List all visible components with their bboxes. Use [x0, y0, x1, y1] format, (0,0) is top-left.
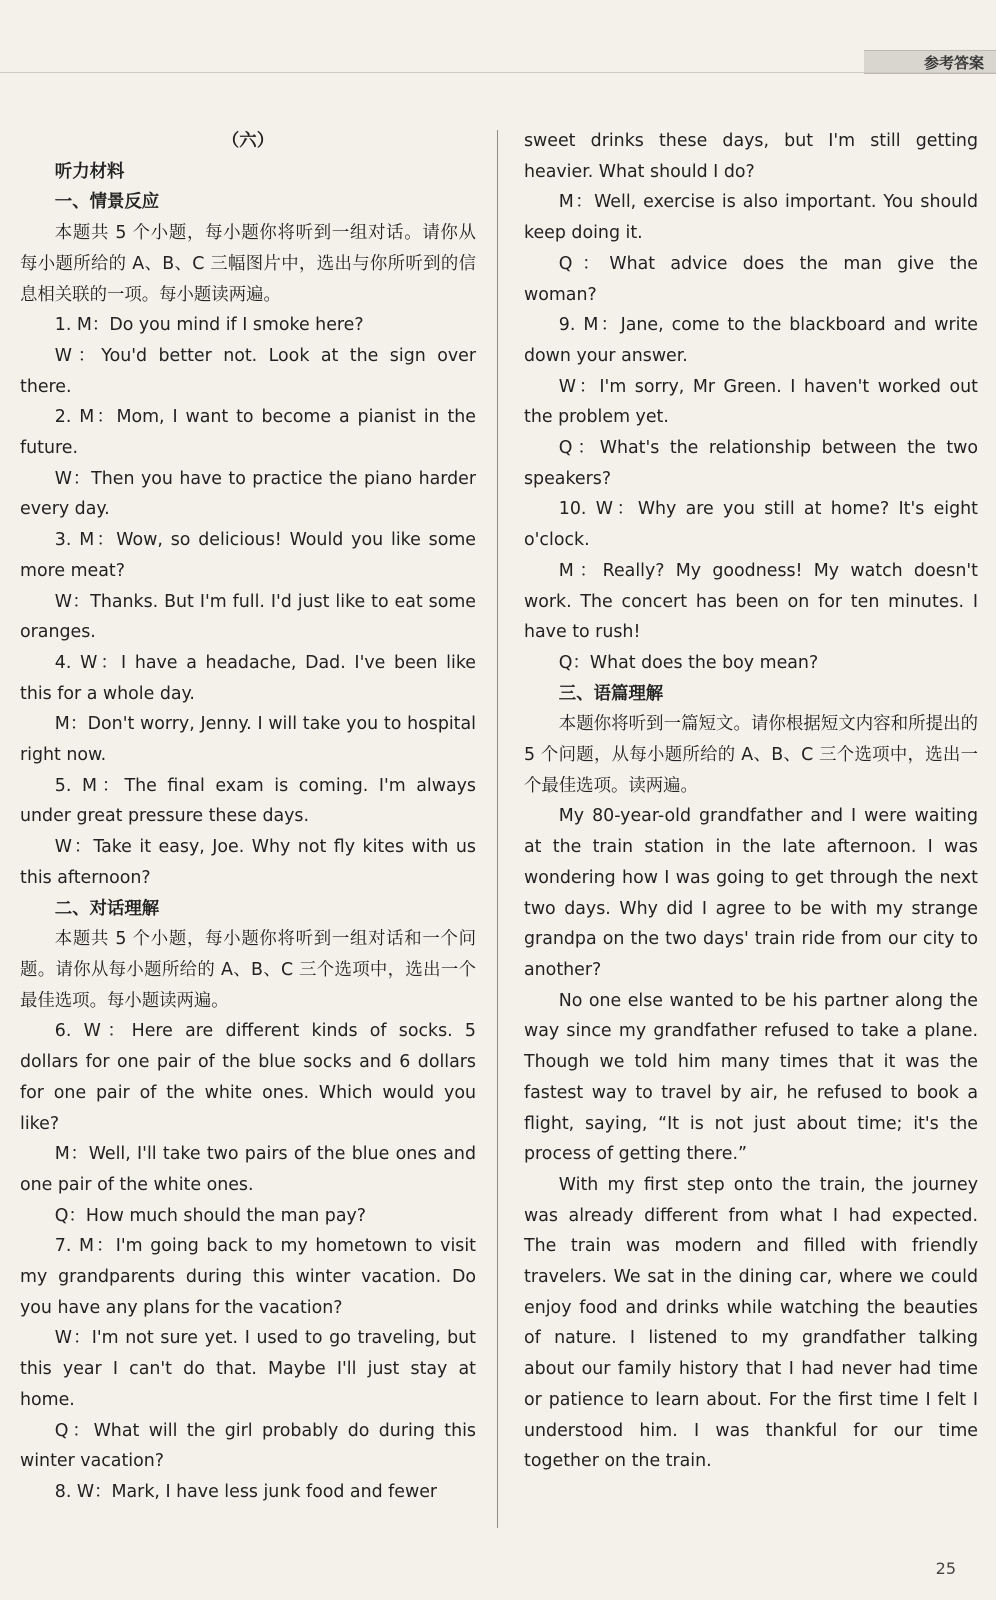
right-column — [524, 126, 978, 1477]
part1-instructions: 本题共 5 个小题，每小题你将听到一组对话。请你从每小题所给的 A、B、C 三幅图片中，选出与你所听到的信息相关联的一项。每小题读两遍。 — [20, 223, 476, 305]
dialogue-line: 8. W：Mark, I have less junk food and fewer — [54, 1481, 438, 1502]
dialogue-line: Q：What will the girl probably do during this winter vacation? — [20, 1420, 476, 1472]
dialogue-line: M：Don't worry, Jenny. I will take you to hospital right now. — [20, 714, 476, 766]
dialogue-line: W：You'd better not. Look at the sign over there. — [20, 345, 476, 397]
part3-heading: 三、语篇理解 — [558, 683, 664, 704]
dialogue-line: 4. W：I have a headache, Dad. I've been like this for a whole day. — [20, 652, 476, 704]
part2-heading: 二、对话理解 — [54, 898, 160, 919]
section-title: （六） — [221, 131, 275, 151]
dialogue-line: 10. W：Why are you still at home? It's eight o'clock. — [524, 499, 978, 551]
left-column — [20, 126, 476, 1508]
dialogue-line: W：Take it easy, Joe. Why not fly kites with us this afternoon? — [20, 837, 476, 888]
dialogue-line: 6. W：Here are different kinds of socks. 5 dollars for one pair of the blue socks and 6 dollars for one pair of the white ones. Which would you like? — [20, 1021, 476, 1134]
passage-paragraph: No one else wanted to be his partner along the way since my grandfather refused to take a plane. Though we told him many times that it was the fastest way to travel by air, he refused to book a flight, saying, “It is not just about time; it's the process of getting there.” — [524, 990, 978, 1165]
dialogue-line: W：I'm not sure yet. I used to go traveling, but this year I can't do that. Maybe I'll just stay at home. — [20, 1328, 476, 1410]
dialogue-line: Q：What advice does the man give the woman? — [524, 253, 978, 305]
dialogue-line: 3. M：Wow, so delicious! Would you like some more meat? — [20, 530, 476, 581]
header-rule — [0, 72, 996, 73]
dialogue-line: M：Well, exercise is also important. You should keep doing it. — [524, 192, 978, 244]
dialogue-line: 1. M：Do you mind if I smoke here? — [54, 315, 364, 336]
section-heading: 听力材料 — [54, 161, 125, 182]
dialogue-line: M：Well, I'll take two pairs of the blue ones and one pair of the white ones. — [20, 1144, 476, 1195]
header-label: 参考答案 — [923, 54, 984, 72]
dialogue-line: Q：How much should the man pay? — [54, 1205, 366, 1226]
part2-instructions: 本题共 5 个小题，每小题你将听到一组对话和一个问题。请你从每小题所给的 A、B、C 三个选项中，选出一个最佳选项。每小题读两遍。 — [20, 929, 476, 1011]
dialogue-line: 9. M：Jane, come to the blackboard and write down your answer. — [524, 315, 978, 366]
header-tab — [864, 50, 996, 74]
dialogue-line: M：Really? My goodness! My watch doesn't work. The concert has been on for ten minutes. I have to rush! — [524, 560, 978, 643]
dialogue-line: 5. M：The final exam is coming. I'm always under great pressure these days. — [20, 775, 476, 827]
page-number: 25 — [935, 1559, 956, 1578]
part1-heading: 一、情景反应 — [54, 192, 160, 213]
passage-paragraph: My 80-year-old grandfather and I were waiting at the train station in the late afternoon. I was wondering how I was going to get through the next two days. Why did I agree to be with my strange grandpa on the two days' train ride from our city to another? — [524, 806, 978, 980]
part3-instructions: 本题你将听到一篇短文。请你根据短文内容和所提出的 5 个问题，从每小题所给的 A、B、C 三个选项中，选出一个最佳选项。读两遍。 — [524, 714, 978, 796]
dialogue-line: 7. M：I'm going back to my hometown to visit my grandparents during this winter vacation. Do you have any plans for the vacation? — [20, 1236, 476, 1318]
dialogue-line: 2. M：Mom, I want to become a pianist in the future. — [20, 407, 476, 459]
dialogue-line: Q：What does the boy mean? — [558, 652, 819, 673]
passage-paragraph: With my first step onto the train, the journey was already different from what I had expected. The train was modern and filled with friendly travelers. We sat in the dining car, where we could enjoy food and drinks while watching the beauties of nature. I listened to my grandfather talking about our family history that I had never had time or patience to learn about. For the first time I felt I understood him. I was thankful for our time together on the train. — [524, 1174, 978, 1472]
dialogue-line: Q：What's the relationship between the two speakers? — [524, 438, 978, 489]
dialogue-line: W：I'm sorry, Mr Green. I haven't worked out the problem yet. — [524, 376, 978, 428]
dialogue-line: W：Then you have to practice the piano harder every day. — [20, 468, 476, 520]
dialogue-line: sweet drinks these days, but I'm still getting heavier. What should I do? — [524, 131, 978, 182]
dialogue-line: W：Thanks. But I'm full. I'd just like to eat some oranges. — [20, 591, 476, 643]
column-divider — [497, 130, 498, 1528]
